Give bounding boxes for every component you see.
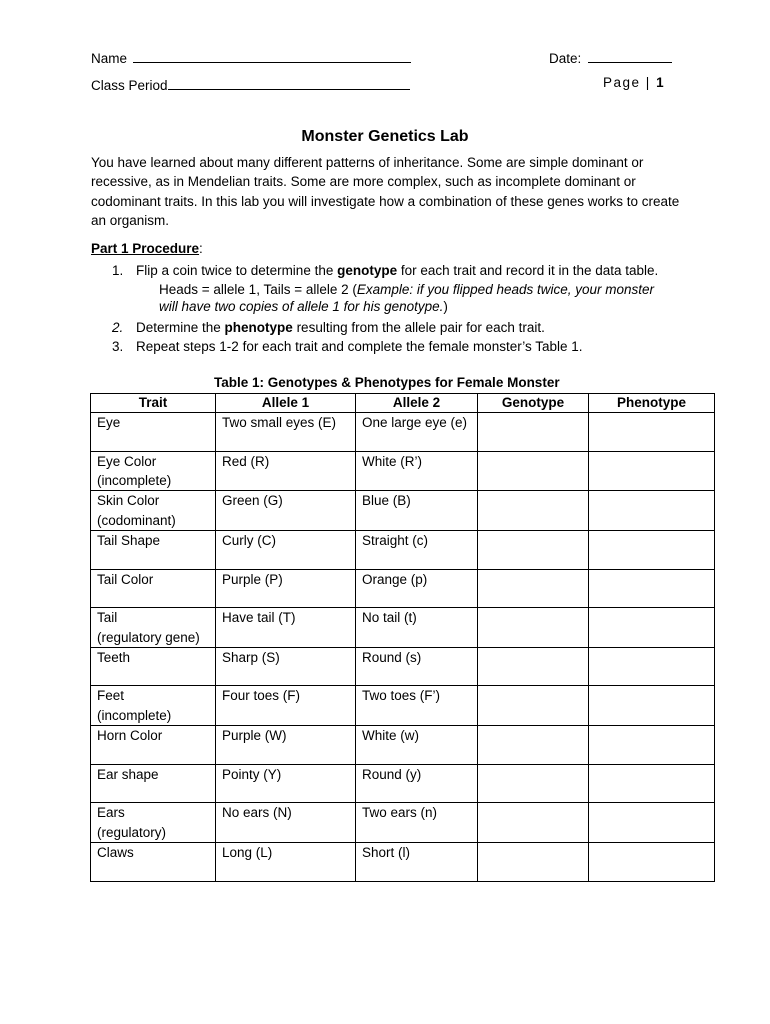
trait-cell xyxy=(91,531,216,570)
allele-1-cell: Sharp (S) xyxy=(216,647,356,686)
allele-2-cell: Short (l) xyxy=(356,843,478,882)
name-field[interactable] xyxy=(91,48,411,66)
genotype-input-cell[interactable] xyxy=(478,451,589,491)
allele-2-cell: Two ears (n) xyxy=(356,803,478,843)
name-label: Name xyxy=(91,51,128,66)
allele-1-cell: Green (G) xyxy=(216,491,356,531)
intro-paragraph: You have learned about many different patterns of inheritance. Some are simple dominant or recessive, as in Mendelian traits. Some are more complex, such as incomplete dominant or codominant traits. In this lab you will investigate how a combination of these genes works to create an organism. xyxy=(91,155,680,229)
table-row xyxy=(91,843,715,882)
phenotype-input-cell[interactable] xyxy=(589,803,715,843)
phenotype-input-cell[interactable] xyxy=(589,686,715,726)
step-detail-close: ) xyxy=(443,299,448,314)
trait-name: Horn Color xyxy=(97,728,163,744)
step-text: Determine the xyxy=(136,320,225,335)
genotype-input-cell[interactable] xyxy=(478,686,589,726)
page-number-value: 1 xyxy=(656,75,664,90)
step-text: Repeat steps 1-2 for each trait and complete the female monster’s Table 1. xyxy=(136,339,583,354)
genotype-input-cell[interactable] xyxy=(478,531,589,570)
trait-cell xyxy=(91,647,216,686)
allele-1-cell: Two small eyes (E) xyxy=(216,413,356,452)
allele-1-cell: No ears (N) xyxy=(216,803,356,843)
genotype-input-cell[interactable] xyxy=(478,608,589,648)
step-text-rest: for each trait and record it in the data table. xyxy=(397,263,659,278)
procedure-step-1-detail-cont xyxy=(159,299,448,314)
table-row xyxy=(91,491,715,531)
trait-note: (incomplete) xyxy=(97,472,172,488)
trait-cell xyxy=(91,413,216,452)
header-allele-1: Allele 1 xyxy=(216,394,356,413)
trait-cell xyxy=(91,726,216,765)
allele-2-cell: Round (s) xyxy=(356,647,478,686)
genotype-phenotype-table xyxy=(90,393,715,882)
step-detail-example-cont: will have two copies of allele 1 for his genotype. xyxy=(159,299,444,314)
part1-heading-text: Part 1 Procedure xyxy=(91,241,200,256)
allele-1-cell: Curly (C) xyxy=(216,531,356,570)
procedure-step-1-detail xyxy=(159,280,654,299)
genotype-input-cell[interactable] xyxy=(478,413,589,452)
table-row xyxy=(91,647,715,686)
trait-cell xyxy=(91,803,216,843)
allele-2-cell: One large eye (e) xyxy=(356,413,478,452)
phenotype-input-cell[interactable] xyxy=(589,451,715,491)
header-trait: Trait xyxy=(91,394,216,413)
allele-2-cell: Orange (p) xyxy=(356,569,478,608)
phenotype-input-cell[interactable] xyxy=(589,764,715,803)
allele-2-cell: Blue (B) xyxy=(356,491,478,531)
step-detail-text: Heads = allele 1, Tails = allele 2 ( xyxy=(159,282,357,297)
table-row xyxy=(91,686,715,726)
header-genotype: Genotype xyxy=(478,394,589,413)
trait-name: Tail Color xyxy=(97,571,154,587)
step-text-rest: resulting from the allele pair for each trait. xyxy=(292,320,545,335)
trait-cell xyxy=(91,491,216,531)
trait-name: Tail xyxy=(97,610,118,626)
allele-1-cell: Four toes (F) xyxy=(216,686,356,726)
date-blank-line[interactable] xyxy=(588,48,672,63)
table-header-row xyxy=(91,394,715,413)
phenotype-input-cell[interactable] xyxy=(589,491,715,531)
page-label: Page | xyxy=(603,75,651,90)
step-keyword: phenotype xyxy=(224,320,293,335)
trait-name: Ear shape xyxy=(97,766,159,782)
genotype-input-cell[interactable] xyxy=(478,803,589,843)
step-text: Flip a coin twice to determine the xyxy=(136,263,338,278)
class-period-field[interactable] xyxy=(91,75,410,93)
allele-2-cell: White (R’) xyxy=(356,451,478,491)
trait-cell xyxy=(91,608,216,648)
genotype-input-cell[interactable] xyxy=(478,843,589,882)
allele-1-cell: Long (L) xyxy=(216,843,356,882)
step-keyword: genotype xyxy=(337,263,398,278)
page-number xyxy=(603,75,664,90)
phenotype-input-cell[interactable] xyxy=(589,608,715,648)
allele-2-cell: Two toes (F’) xyxy=(356,686,478,726)
header-phenotype: Phenotype xyxy=(589,394,715,413)
header-allele-2: Allele 2 xyxy=(356,394,478,413)
trait-note: (incomplete) xyxy=(97,707,172,723)
trait-name: Teeth xyxy=(97,649,131,665)
genotype-input-cell[interactable] xyxy=(478,647,589,686)
trait-name: Tail Shape xyxy=(97,533,161,549)
table-row xyxy=(91,569,715,608)
step-number: 3. xyxy=(112,339,124,354)
trait-name: Ears xyxy=(97,805,125,821)
allele-2-cell: Round (y) xyxy=(356,764,478,803)
allele-1-cell: Purple (W) xyxy=(216,726,356,765)
part1-heading: Part 1 Procedure: xyxy=(91,241,203,256)
trait-note: (codominant) xyxy=(97,512,176,528)
table-row xyxy=(91,764,715,803)
genotype-input-cell[interactable] xyxy=(478,491,589,531)
name-blank-line[interactable] xyxy=(133,48,411,63)
genotype-input-cell[interactable] xyxy=(478,726,589,765)
table-row xyxy=(91,451,715,491)
allele-1-cell: Purple (P) xyxy=(216,569,356,608)
trait-name: Eye Color xyxy=(97,453,157,469)
trait-name: Feet xyxy=(97,688,125,704)
table-row xyxy=(91,726,715,765)
phenotype-input-cell[interactable] xyxy=(589,569,715,608)
table-caption: Table 1: Genotypes & Phenotypes for Female Monster xyxy=(214,375,560,390)
trait-note: (regulatory) xyxy=(97,824,167,840)
trait-cell xyxy=(91,764,216,803)
allele-1-cell: Have tail (T) xyxy=(216,608,356,648)
allele-2-cell: No tail (t) xyxy=(356,608,478,648)
trait-cell xyxy=(91,451,216,491)
table-row xyxy=(91,803,715,843)
genotype-input-cell[interactable] xyxy=(478,764,589,803)
step-number: 2. xyxy=(112,320,124,335)
trait-note: (regulatory gene) xyxy=(97,629,200,645)
phenotype-input-cell[interactable] xyxy=(589,843,715,882)
phenotype-input-cell[interactable] xyxy=(589,726,715,765)
trait-name: Claws xyxy=(97,845,134,861)
step-number: 1. xyxy=(112,263,124,278)
trait-name: Eye xyxy=(97,415,121,430)
table-row xyxy=(91,608,715,648)
phenotype-input-cell[interactable] xyxy=(589,413,715,452)
allele-2-cell: White (w) xyxy=(356,726,478,765)
document-title: Monster Genetics Lab xyxy=(301,128,469,145)
class-period-label: Class Period xyxy=(91,78,168,93)
class-period-blank-line[interactable] xyxy=(168,75,410,90)
date-field[interactable] xyxy=(549,48,672,66)
allele-1-cell: Red (R) xyxy=(216,451,356,491)
trait-cell xyxy=(91,843,216,882)
step-detail-example: Example: if you flipped heads twice, your monster xyxy=(356,282,655,297)
allele-2-cell: Straight (c) xyxy=(356,531,478,570)
phenotype-input-cell[interactable] xyxy=(589,531,715,570)
allele-1-cell: Pointy (Y) xyxy=(216,764,356,803)
trait-name: Skin Color xyxy=(97,493,160,509)
genotype-input-cell[interactable] xyxy=(478,569,589,608)
date-label: Date: xyxy=(549,51,582,66)
phenotype-input-cell[interactable] xyxy=(589,647,715,686)
trait-cell xyxy=(91,569,216,608)
table-row xyxy=(91,413,715,452)
table-row xyxy=(91,531,715,570)
trait-cell xyxy=(91,686,216,726)
